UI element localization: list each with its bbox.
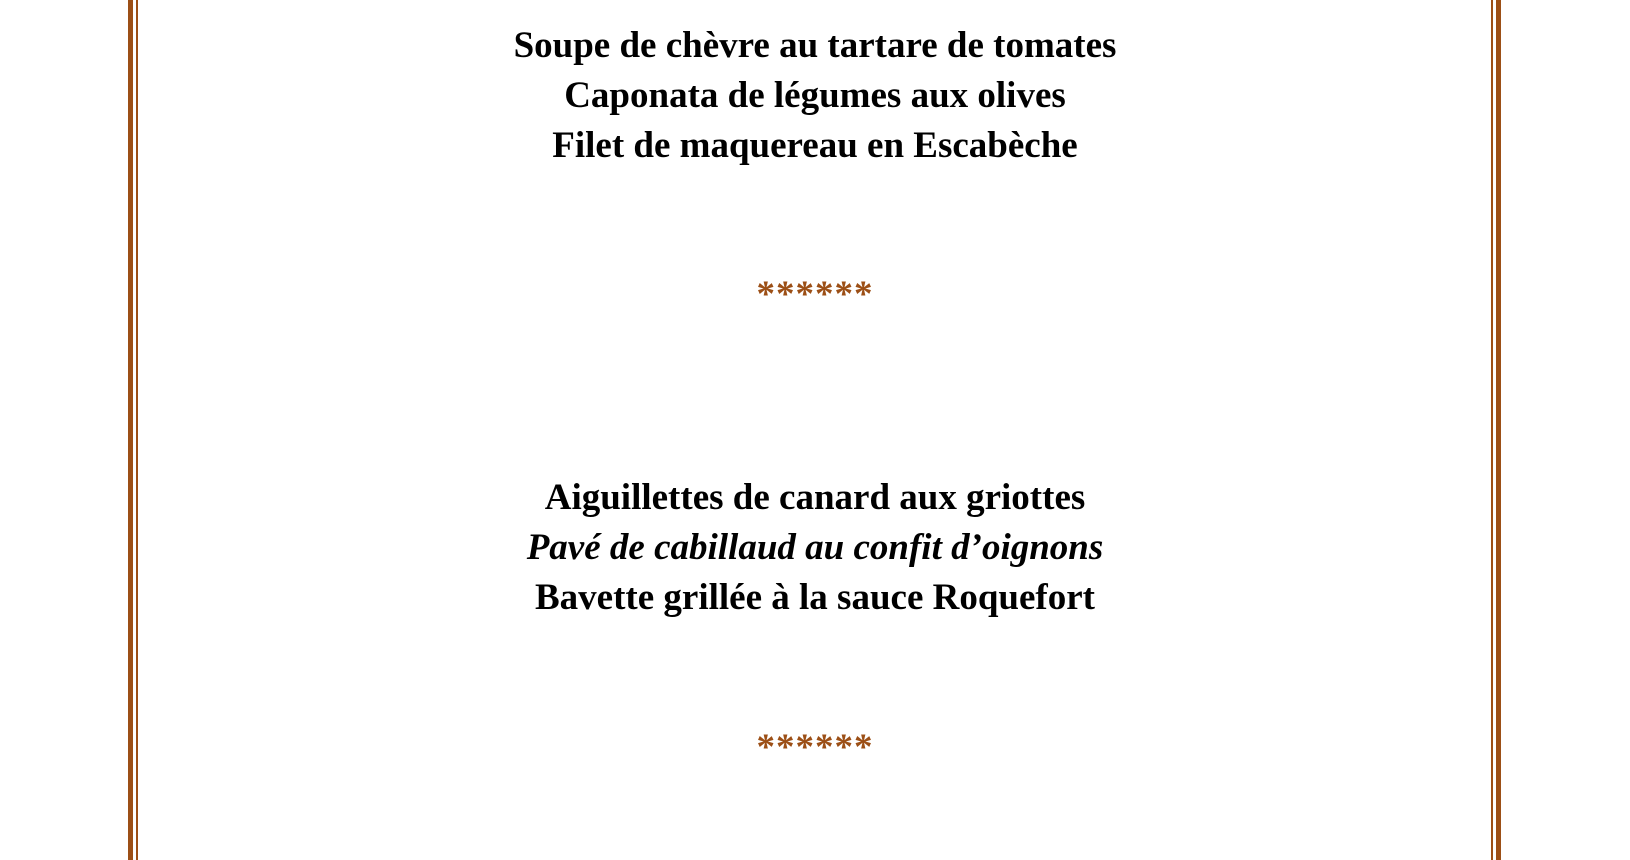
plat-item-3: Bavette grillée à la sauce Roquefort — [535, 577, 1095, 618]
entree-item-1: Soupe de chèvre au tartare de tomates — [513, 25, 1117, 66]
plat-item-2: Pavé de cabillaud au confit d’oignons — [526, 527, 1104, 568]
course-separator-1: ****** — [756, 274, 874, 315]
plat-item-1: Aiguillettes de canard aux griottes — [544, 477, 1086, 518]
course-separator-2: ****** — [756, 727, 874, 768]
entree-item-2: Caponata de légumes aux olives — [564, 75, 1066, 116]
entree-item-3: Filet de maquereau en Escabèche — [552, 125, 1078, 166]
